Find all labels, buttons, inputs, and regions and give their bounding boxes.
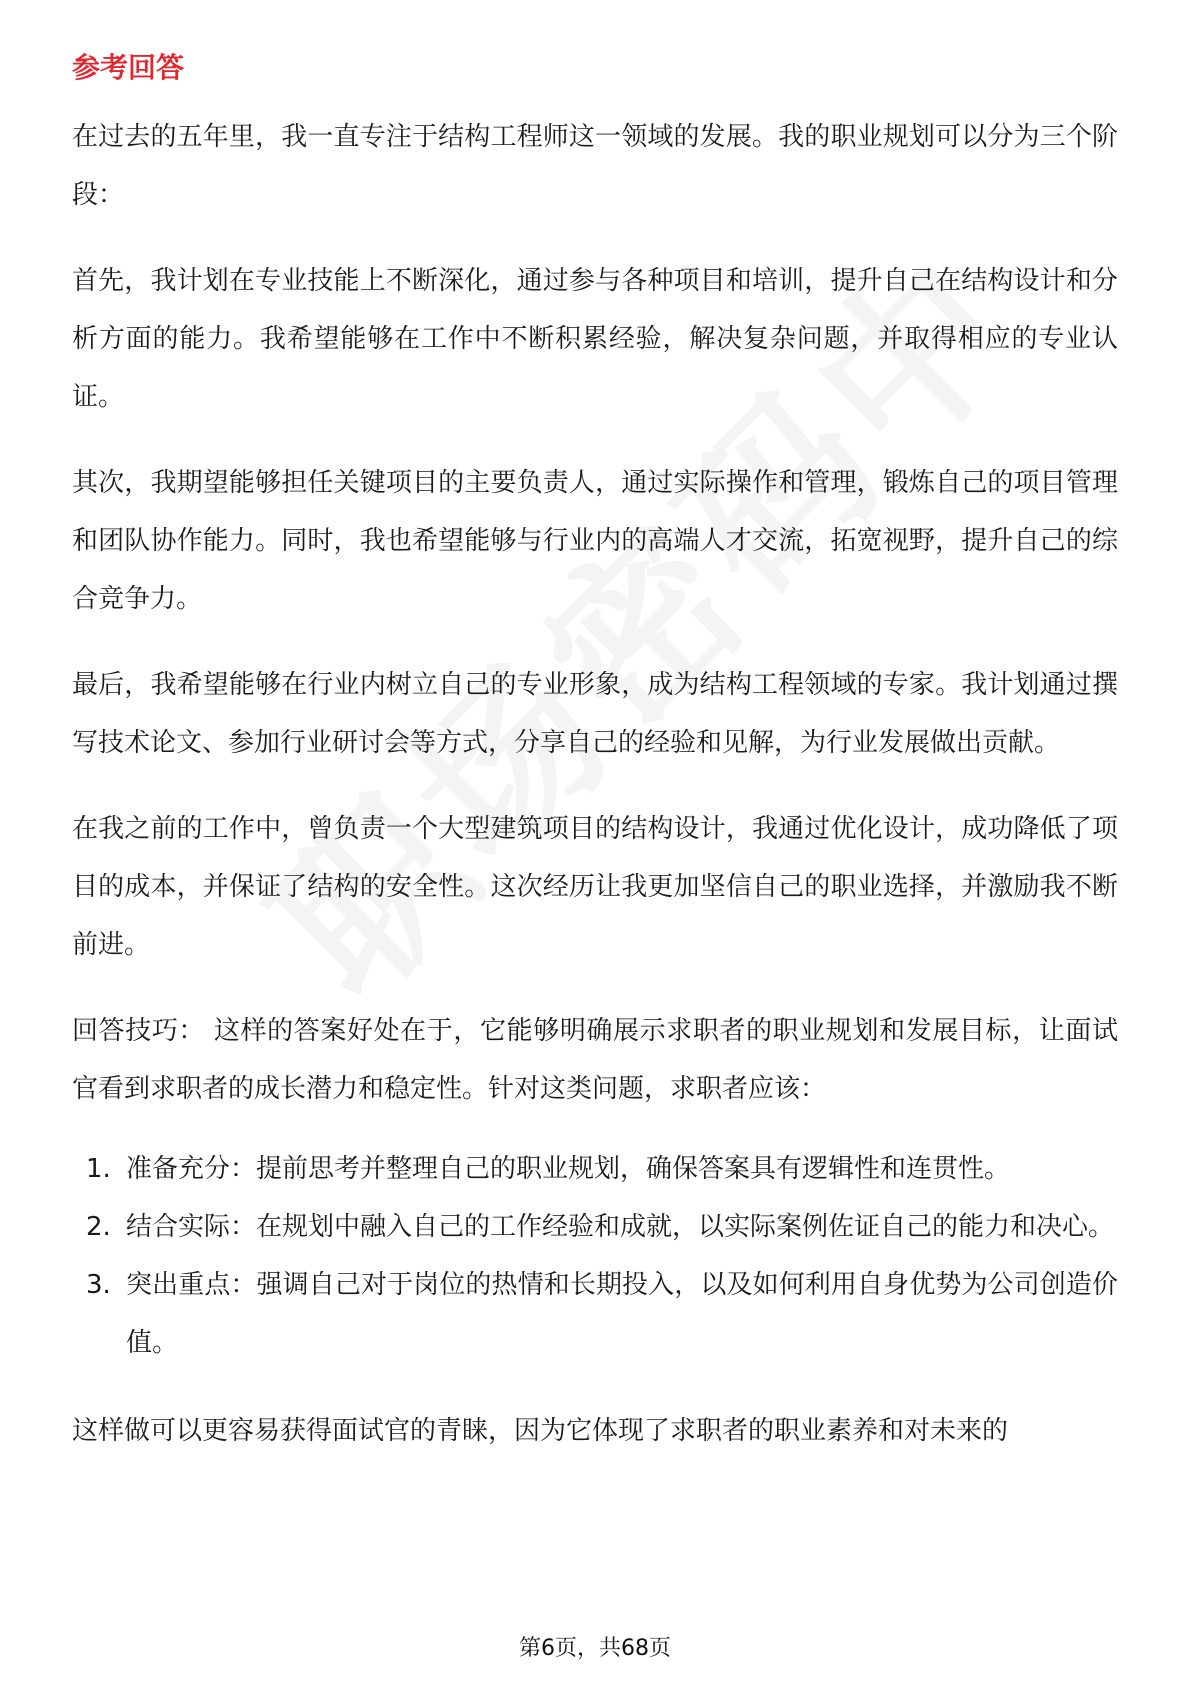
list-item	[72, 1140, 1118, 1198]
paragraph-first-stage: 首先，我计划在专业技能上不断深化，通过参与各种项目和培训，提升自己在结构设计和分析方面的能力。我希望能够在工作中不断积累经验，解决复杂问题，并取得相应的专业认证。	[72, 266, 1118, 412]
tips-intro: 回答技巧： 这样的答案好处在于，它能够明确展示求职者的职业规划和发展目标，让面试官看到求职者的成长潜力和稳定性。针对这类问题，求职者应该：	[72, 1016, 1118, 1104]
paragraph-second-stage: 其次，我期望能够担任关键项目的主要负责人，通过实际操作和管理，锻炼自己的项目管理和团队协作能力。同时，我也希望能够与行业内的高端人才交流，拓宽视野，提升自己的综合竞争力。	[72, 468, 1118, 614]
paragraph-closing: 这样做可以更容易获得面试官的青睐，因为它体现了求职者的职业素养和对未来的	[72, 1416, 1009, 1446]
list-item-text: 准备充分：提前思考并整理自己的职业规划，确保答案具有逻辑性和连贯性。	[126, 1154, 1011, 1184]
list-item	[72, 1198, 1118, 1256]
paragraph-experience: 在我之前的工作中，曾负责一个大型建筑项目的结构设计，我通过优化设计，成功降低了项目的成本，并保证了结构的安全性。这次经历让我更加坚信自己的职业选择，并激励我不断前进。	[72, 814, 1118, 960]
list-number: 3.	[86, 1270, 111, 1300]
list-number: 1.	[86, 1154, 111, 1184]
paragraph-third-stage: 最后，我希望能够在行业内树立自己的专业形象，成为结构工程领域的专家。我计划通过撰写技术论文、参加行业研讨会等方式，分享自己的经验和见解，为行业发展做出贡献。	[72, 670, 1118, 758]
list-item	[72, 1256, 1118, 1372]
list-item-text: 突出重点：强调自己对于岗位的热情和长期投入，以及如何利用自身优势为公司创造价值。	[126, 1270, 1118, 1358]
tips-list	[72, 1140, 1118, 1372]
paragraph-intro: 在过去的五年里，我一直专注于结构工程师这一领域的发展。我的职业规划可以分为三个阶段：	[72, 122, 1118, 210]
page-number-footer: 第6页，共68页	[519, 1636, 671, 1661]
list-item-text: 结合实际：在规划中融入自己的工作经验和成就，以实际案例佐证自己的能力和决心。	[126, 1212, 1115, 1242]
list-number: 2.	[86, 1212, 111, 1242]
section-heading: 参考回答	[72, 51, 185, 84]
page-content	[72, 48, 1118, 1488]
